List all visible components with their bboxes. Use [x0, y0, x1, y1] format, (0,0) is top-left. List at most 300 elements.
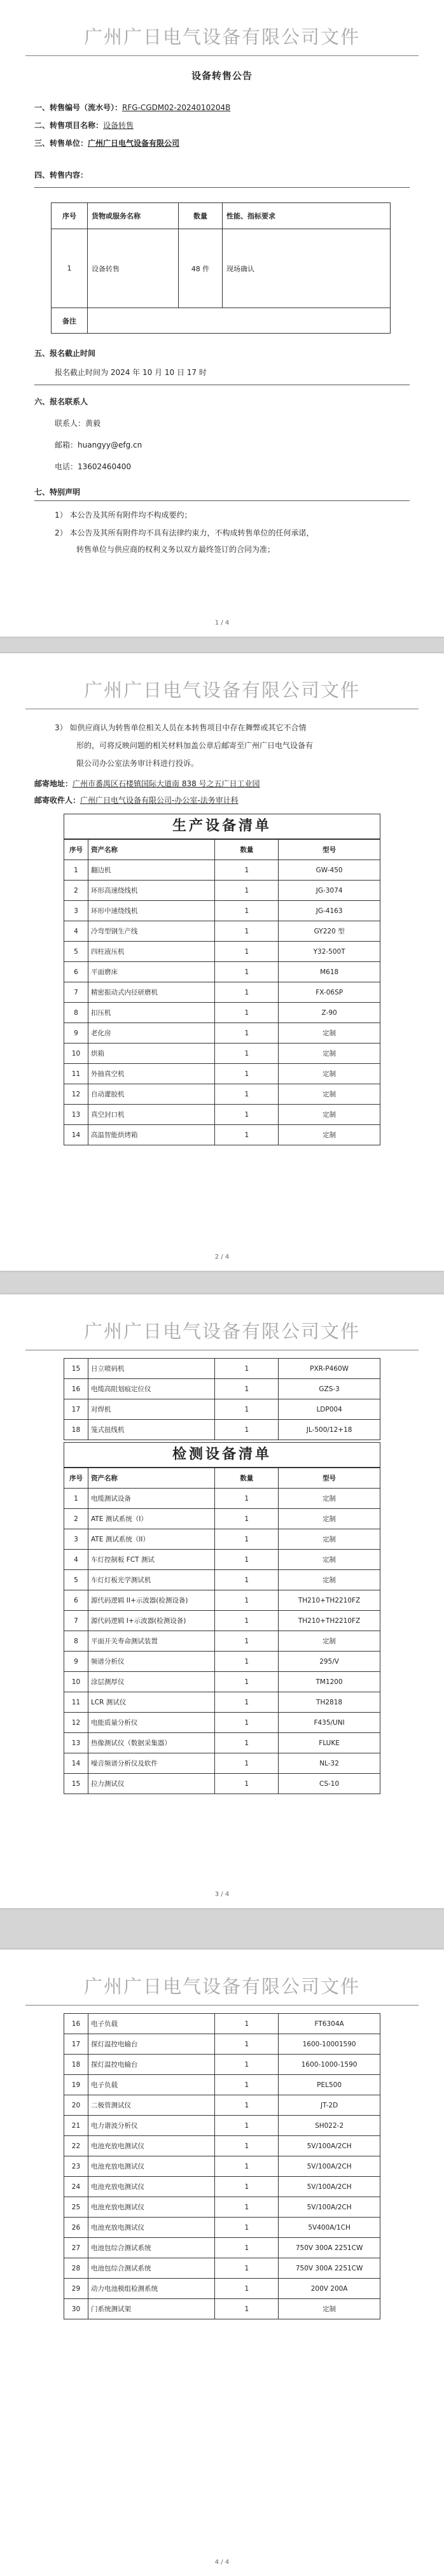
cell-model: 5V/100A/2CH	[279, 2177, 380, 2197]
cell-name: 源代码逻辑 II+示波器(检测设备)	[88, 1590, 214, 1611]
cell-model: 定制	[279, 1550, 380, 1570]
cell-qty: 1	[215, 1105, 279, 1125]
production-equipment-table	[64, 839, 380, 1145]
cell-qty: 1	[215, 860, 279, 881]
page-number: 4 / 4	[214, 2559, 230, 2566]
document-page-1	[0, 0, 444, 637]
statement-item-2: 2） 本公告及其所有附件均不具有法律约束力，不构成转售单位的任何承诺，	[55, 528, 314, 537]
cell-no: 12	[64, 1084, 88, 1105]
table-row	[64, 1084, 380, 1105]
cell-qty: 1	[215, 962, 279, 982]
cell-qty: 1	[215, 2279, 279, 2299]
cell-name: 平面磨床	[88, 962, 215, 982]
table-row	[64, 1529, 380, 1550]
table-row	[64, 2258, 380, 2279]
cell-no: 17	[64, 2034, 88, 2055]
goods-note-row	[52, 308, 391, 334]
section-statement-heading: 七、特别声明	[34, 488, 81, 497]
test-equipment-table-cont	[64, 2013, 380, 2319]
cell-no: 6	[64, 962, 88, 982]
cell-name: 车灯灯板光学测试机	[88, 1570, 214, 1590]
cell-name: 探灯温控电输台	[88, 2034, 215, 2055]
cell-qty: 1	[215, 1713, 279, 1733]
section-project-name	[34, 120, 410, 131]
table-row	[64, 2116, 380, 2136]
cell-name: 外抽真空机	[88, 1064, 215, 1084]
statement-item-3: 3） 如供应商认为转售单位相关人员在本转售项目中存在舞弊或其它不合情	[55, 723, 307, 732]
cell-no: 13	[64, 1733, 88, 1753]
production-list-title: 生产设备清单	[64, 814, 380, 839]
cell-no: 16	[64, 2014, 88, 2034]
cell-qty: 1	[215, 2299, 279, 2319]
cell-model: JG-4163	[279, 901, 380, 921]
mail-recipient-label: 邮寄收件人：	[34, 796, 81, 805]
test-equipment-table	[64, 1468, 380, 1794]
table-row	[64, 982, 380, 1003]
goods-cell-qty: 48 件	[179, 229, 223, 308]
table-row	[64, 1692, 380, 1713]
cell-qty: 1	[215, 2034, 279, 2055]
seller-label: 三、转售单位：	[34, 139, 88, 148]
cell-name: 翻边机	[88, 860, 215, 881]
table-row	[64, 942, 380, 962]
cell-qty: 1	[215, 1044, 279, 1064]
cell-no: 7	[64, 1611, 88, 1631]
cell-qty: 1	[215, 1570, 279, 1590]
cell-name: 电池充放电测试仪	[88, 2197, 215, 2218]
cell-name: 源代码逻辑 I+示波器(检测设备)	[88, 1611, 214, 1631]
header-cell-name: 资产名称	[88, 1468, 214, 1489]
cell-model: LDP004	[279, 1399, 380, 1420]
cell-qty: 1	[215, 1611, 279, 1631]
table-row	[64, 2055, 380, 2075]
mail-address-value: 广州市番禺区石楼镇国际大道南 838 号之五广日工业园	[73, 779, 260, 788]
cell-name: 门系统测试架	[88, 2299, 215, 2319]
table-row	[64, 1570, 380, 1590]
cell-qty: 1	[215, 2095, 279, 2116]
cell-qty: 1	[215, 901, 279, 921]
cell-model: TH2818	[279, 1692, 380, 1713]
cell-no: 6	[64, 1590, 88, 1611]
cell-qty: 1	[215, 982, 279, 1003]
cell-model: 定制	[279, 1084, 380, 1105]
cell-model: 750V 300A 2251CW	[279, 2238, 380, 2258]
table-row	[64, 2299, 380, 2319]
goods-header-row	[52, 203, 391, 229]
table-row	[64, 1023, 380, 1044]
page-number: 3 / 4	[214, 1891, 230, 1898]
cell-qty: 1	[215, 2258, 279, 2279]
table-header-row	[64, 1468, 380, 1489]
cell-model: JL-500/12+18	[279, 1420, 380, 1440]
cell-model: FLUKE	[279, 1733, 380, 1753]
table-row	[64, 1105, 380, 1125]
cell-name: 电池充放电测试仪	[88, 2156, 215, 2177]
cell-no: 5	[64, 942, 88, 962]
table-row	[64, 1652, 380, 1672]
cell-no: 11	[64, 1692, 88, 1713]
table-row	[64, 1044, 380, 1064]
cell-model: GY220 型	[279, 921, 380, 942]
cell-name: 探灯温控电输台	[88, 2055, 215, 2075]
seller-value: 广州广日电气设备有限公司	[88, 139, 180, 148]
cell-no: 4	[64, 921, 88, 942]
cell-model: FT6304A	[279, 2014, 380, 2034]
cell-no: 13	[64, 1105, 88, 1125]
mail-recipient-value: 广州广日电气设备有限公司-办公室-法务审计科	[80, 796, 239, 805]
cell-no: 15	[64, 1359, 88, 1379]
cell-name: 涂层测厚仪	[88, 1672, 214, 1692]
header-cell-name: 资产名称	[88, 840, 215, 860]
cell-no: 26	[64, 2218, 88, 2238]
cell-model: Y32-500T	[279, 942, 380, 962]
cell-no: 11	[64, 1064, 88, 1084]
deadline-text: 报名截止时间为 2024 年 10 月 10 日 17 时	[55, 368, 207, 377]
mail-address-label: 邮寄地址：	[34, 779, 73, 788]
cell-no: 27	[64, 2238, 88, 2258]
cell-qty: 1	[215, 1631, 279, 1652]
cell-model: JG-3074	[279, 881, 380, 901]
table-row	[64, 2238, 380, 2258]
cell-qty: 1	[215, 2075, 279, 2095]
cell-model: 1600-10001590	[279, 2034, 380, 2055]
table-row	[64, 2197, 380, 2218]
cell-model: CS-10	[279, 1774, 380, 1794]
cell-model: PEL500	[279, 2075, 380, 2095]
cell-model: 定制	[279, 2299, 380, 2319]
cell-no: 9	[64, 1652, 88, 1672]
cell-qty: 1	[215, 2238, 279, 2258]
serial-value: RFG-CGDM02-2024010204B	[122, 103, 231, 112]
cell-model: TH210+TH2210FZ	[279, 1611, 380, 1631]
goods-note-value	[88, 308, 391, 334]
goods-table	[51, 202, 391, 334]
cell-no: 18	[64, 1420, 88, 1440]
cell-qty: 1	[215, 1359, 279, 1379]
cell-no: 24	[64, 2177, 88, 2197]
cell-model: 定制	[279, 1570, 380, 1590]
cell-no: 9	[64, 1023, 88, 1044]
statement-item-3-cont2: 限公司办公室法务审计科进行投诉。	[76, 759, 199, 768]
section-contact-heading: 六、报名联系人	[34, 397, 88, 406]
cell-name: 拉力测试仪	[88, 1774, 214, 1794]
cell-name: 精密振动式内径研磨机	[88, 982, 215, 1003]
cell-name: 对焊机	[88, 1399, 215, 1420]
cell-name: 电缆测试设备	[88, 1489, 214, 1509]
header-cell-qty: 数量	[215, 840, 279, 860]
cell-qty: 1	[215, 1420, 279, 1440]
cell-no: 29	[64, 2279, 88, 2299]
table-row	[64, 2075, 380, 2095]
project-label: 二、转售项目名称：	[34, 121, 104, 130]
cell-model: 定制	[279, 1509, 380, 1529]
serial-label: 一、转售编号（流水号）：	[34, 103, 123, 112]
cell-model: 定制	[279, 1044, 380, 1064]
cell-no: 5	[64, 1570, 88, 1590]
table-row	[64, 1550, 380, 1570]
cell-model: 定制	[279, 1125, 380, 1145]
table-row	[64, 2156, 380, 2177]
table-header-row	[64, 840, 380, 860]
cell-qty: 1	[215, 2055, 279, 2075]
table-row	[64, 2034, 380, 2055]
table-row	[64, 1611, 380, 1631]
cell-model: PXR-P460W	[279, 1359, 380, 1379]
cell-model: 295/V	[279, 1652, 380, 1672]
cell-qty: 1	[215, 1379, 279, 1399]
cell-name: 自动灌胶机	[88, 1084, 215, 1105]
cell-model: FX-06SP	[279, 982, 380, 1003]
cell-model: Z-90	[279, 1003, 380, 1023]
cell-qty: 1	[215, 1733, 279, 1753]
cell-qty: 1	[215, 2156, 279, 2177]
table-row	[64, 1489, 380, 1509]
cell-qty: 1	[215, 881, 279, 901]
header-cell-model: 型号	[279, 1468, 380, 1489]
cell-qty: 1	[215, 2116, 279, 2136]
page-header: 广州广日电气设备有限公司文件	[25, 23, 419, 56]
cell-name: 电缆高阻划痕定位仪	[88, 1379, 215, 1399]
statement-item-3-cont: 形的，可将反映问题的相关材料加盖公章后邮寄至广州广日电气设备有	[76, 741, 314, 750]
contact-name: 联系人：黄毅	[55, 419, 101, 428]
cell-model: 定制	[279, 1023, 380, 1044]
cell-name: 电池充放电测试仪	[88, 2218, 215, 2238]
goods-row	[52, 229, 391, 308]
goods-note-label: 备注	[52, 308, 88, 334]
header-cell-no: 序号	[64, 1468, 88, 1489]
cell-no: 23	[64, 2156, 88, 2177]
cell-model: F435/UNI	[279, 1713, 380, 1733]
table-row	[64, 1774, 380, 1794]
cell-qty: 1	[215, 1003, 279, 1023]
cell-qty: 1	[215, 1692, 279, 1713]
cell-name: ATE 测试系统（II）	[88, 1529, 214, 1550]
goods-cell-spec: 现场确认	[223, 229, 391, 308]
cell-name: 电池充放电测试仪	[88, 2136, 215, 2156]
goods-header-no: 序号	[52, 203, 88, 229]
cell-qty: 1	[215, 1084, 279, 1105]
cell-model: 定制	[279, 1529, 380, 1550]
section-content-heading: 四、转售内容：	[34, 171, 88, 180]
cell-name: 老化房	[88, 1023, 215, 1044]
cell-no: 1	[64, 860, 88, 881]
cell-model: GW-450	[279, 860, 380, 881]
table-row	[64, 2177, 380, 2197]
cell-qty: 1	[215, 1774, 279, 1794]
cell-qty: 1	[215, 921, 279, 942]
cell-name: 热像测试仪（数据采集器）	[88, 1733, 214, 1753]
cell-no: 1	[64, 1489, 88, 1509]
cell-name: 电子负载	[88, 2014, 215, 2034]
goods-cell-no: 1	[52, 229, 88, 308]
table-row	[64, 2218, 380, 2238]
cell-name: 电池包综合测试系统	[88, 2238, 215, 2258]
contact-email: 邮箱：huangyy@efg.cn	[55, 441, 142, 449]
cell-qty: 1	[215, 1529, 279, 1550]
cell-qty: 1	[215, 1672, 279, 1692]
mail-address	[34, 778, 410, 789]
section-deadline-heading: 五、报名截止时间	[34, 349, 96, 358]
goods-header-name: 货物或服务名称	[88, 203, 179, 229]
cell-name: 电池包综合测试系统	[88, 2258, 215, 2279]
cell-no: 18	[64, 2055, 88, 2075]
cell-no: 12	[64, 1713, 88, 1733]
cell-model: TM1200	[279, 1672, 380, 1692]
cell-model: 定制	[279, 1105, 380, 1125]
cell-name: 笼式扭线机	[88, 1420, 215, 1440]
header-cell-model: 型号	[279, 840, 380, 860]
table-row	[64, 1753, 380, 1774]
cell-qty: 1	[215, 1550, 279, 1570]
cell-model: 750V 300A 2251CW	[279, 2258, 380, 2279]
cell-no: 16	[64, 1379, 88, 1399]
cell-name: 动力电池模组检测系统	[88, 2279, 215, 2299]
table-row	[64, 901, 380, 921]
cell-model: 定制	[279, 1631, 380, 1652]
cell-no: 20	[64, 2095, 88, 2116]
table-row	[64, 1713, 380, 1733]
cell-model: SH022-2	[279, 2116, 380, 2136]
cell-name: 平面开关寿命测试装置	[88, 1631, 214, 1652]
table-row	[64, 1064, 380, 1084]
cell-no: 2	[64, 881, 88, 901]
goods-cell-name: 设备转售	[88, 229, 179, 308]
document-page-4	[0, 1950, 444, 2576]
cell-no: 21	[64, 2116, 88, 2136]
cell-name: 频谱分析仪	[88, 1652, 214, 1672]
cell-qty: 1	[215, 1753, 279, 1774]
cell-no: 19	[64, 2075, 88, 2095]
cell-qty: 1	[215, 2197, 279, 2218]
cell-qty: 1	[215, 1064, 279, 1084]
cell-name: 环形高速绕线机	[88, 881, 215, 901]
table-row	[64, 860, 380, 881]
cell-name: 电池充放电测试仪	[88, 2177, 215, 2197]
table-row	[64, 962, 380, 982]
cell-no: 22	[64, 2136, 88, 2156]
cell-no: 4	[64, 1550, 88, 1570]
cell-model: M618	[279, 962, 380, 982]
cell-name: 真空封口机	[88, 1105, 215, 1125]
table-row	[64, 1399, 380, 1420]
cell-qty: 1	[215, 2177, 279, 2197]
document-page-3	[0, 1294, 444, 1908]
mail-recipient	[34, 795, 410, 806]
table-row	[64, 1509, 380, 1529]
cell-no: 14	[64, 1125, 88, 1145]
statement-item-1: 1） 本公告及其所有附件均不构成要约；	[55, 511, 192, 520]
page-header: 广州广日电气设备有限公司文件	[25, 1317, 419, 1350]
cell-name: 高温智能烘烤箱	[88, 1125, 215, 1145]
cell-qty: 1	[215, 1590, 279, 1611]
table-row	[64, 921, 380, 942]
document-title: 设备转售公告	[191, 70, 253, 81]
cell-qty: 1	[215, 1489, 279, 1509]
cell-model: 定制	[279, 1489, 380, 1509]
cell-qty: 1	[215, 1652, 279, 1672]
cell-model: 5V/100A/2CH	[279, 2136, 380, 2156]
cell-name: 电子负载	[88, 2075, 215, 2095]
cell-name: 四柱液压机	[88, 942, 215, 962]
table-row	[64, 2095, 380, 2116]
test-list-title: 检测设备清单	[64, 1442, 380, 1468]
cell-name: 扣压机	[88, 1003, 215, 1023]
cell-no: 2	[64, 1509, 88, 1529]
cell-model: NL-32	[279, 1753, 380, 1774]
section-serial-number	[34, 102, 410, 113]
cell-qty: 1	[215, 2136, 279, 2156]
table-row	[64, 2014, 380, 2034]
table-row	[64, 881, 380, 901]
table-row	[64, 1359, 380, 1379]
cell-qty: 1	[215, 2218, 279, 2238]
cell-name: 车灯控制板 FCT 测试	[88, 1550, 214, 1570]
divider	[34, 500, 410, 501]
header-cell-qty: 数量	[215, 1468, 279, 1489]
cell-name: 烘箱	[88, 1044, 215, 1064]
cell-qty: 1	[215, 1509, 279, 1529]
cell-no: 14	[64, 1753, 88, 1774]
cell-qty: 1	[215, 1023, 279, 1044]
cell-qty: 1	[215, 1399, 279, 1420]
cell-model: 1600-1000-1590	[279, 2055, 380, 2075]
page-number: 2 / 4	[214, 1254, 230, 1261]
table-row	[64, 1420, 380, 1440]
cell-name: 二极管测试仪	[88, 2095, 215, 2116]
cell-model: 5V400A/1CH	[279, 2218, 380, 2238]
cell-no: 8	[64, 1631, 88, 1652]
cell-no: 25	[64, 2197, 88, 2218]
production-equipment-table-cont	[64, 1358, 380, 1440]
table-row	[64, 1631, 380, 1652]
goods-header-spec: 性能、指标要求	[223, 203, 391, 229]
contact-phone: 电话：13602460400	[55, 462, 131, 471]
table-row	[64, 1003, 380, 1023]
goods-header-qty: 数量	[179, 203, 223, 229]
cell-no: 15	[64, 1774, 88, 1794]
cell-name: LCR 测试仪	[88, 1692, 214, 1713]
cell-model: TH210+TH2210FZ	[279, 1590, 380, 1611]
table-row	[64, 2136, 380, 2156]
cell-name: 环形中速绕线机	[88, 901, 215, 921]
project-value: 设备转售	[103, 121, 134, 130]
cell-name: 电能质量分析仪	[88, 1713, 214, 1733]
cell-no: 30	[64, 2299, 88, 2319]
cell-model: GZS-3	[279, 1379, 380, 1399]
table-row	[64, 1125, 380, 1145]
table-row	[64, 1672, 380, 1692]
cell-model: 200V 200A	[279, 2279, 380, 2299]
cell-no: 3	[64, 901, 88, 921]
table-row	[64, 1733, 380, 1753]
cell-no: 3	[64, 1529, 88, 1550]
cell-no: 10	[64, 1044, 88, 1064]
cell-name: 电力谐波分析仪	[88, 2116, 215, 2136]
header-cell-no: 序号	[64, 840, 88, 860]
cell-name: 冷弯型钢生产线	[88, 921, 215, 942]
divider	[34, 187, 410, 188]
cell-qty: 1	[215, 1125, 279, 1145]
section-seller	[34, 138, 410, 149]
table-row	[64, 2279, 380, 2299]
cell-no: 7	[64, 982, 88, 1003]
cell-model: JT-2D	[279, 2095, 380, 2116]
cell-model: 5V/100A/2CH	[279, 2197, 380, 2218]
page-header: 广州广日电气设备有限公司文件	[25, 1972, 419, 2006]
cell-no: 17	[64, 1399, 88, 1420]
cell-model: 定制	[279, 1064, 380, 1084]
cell-no: 28	[64, 2258, 88, 2279]
